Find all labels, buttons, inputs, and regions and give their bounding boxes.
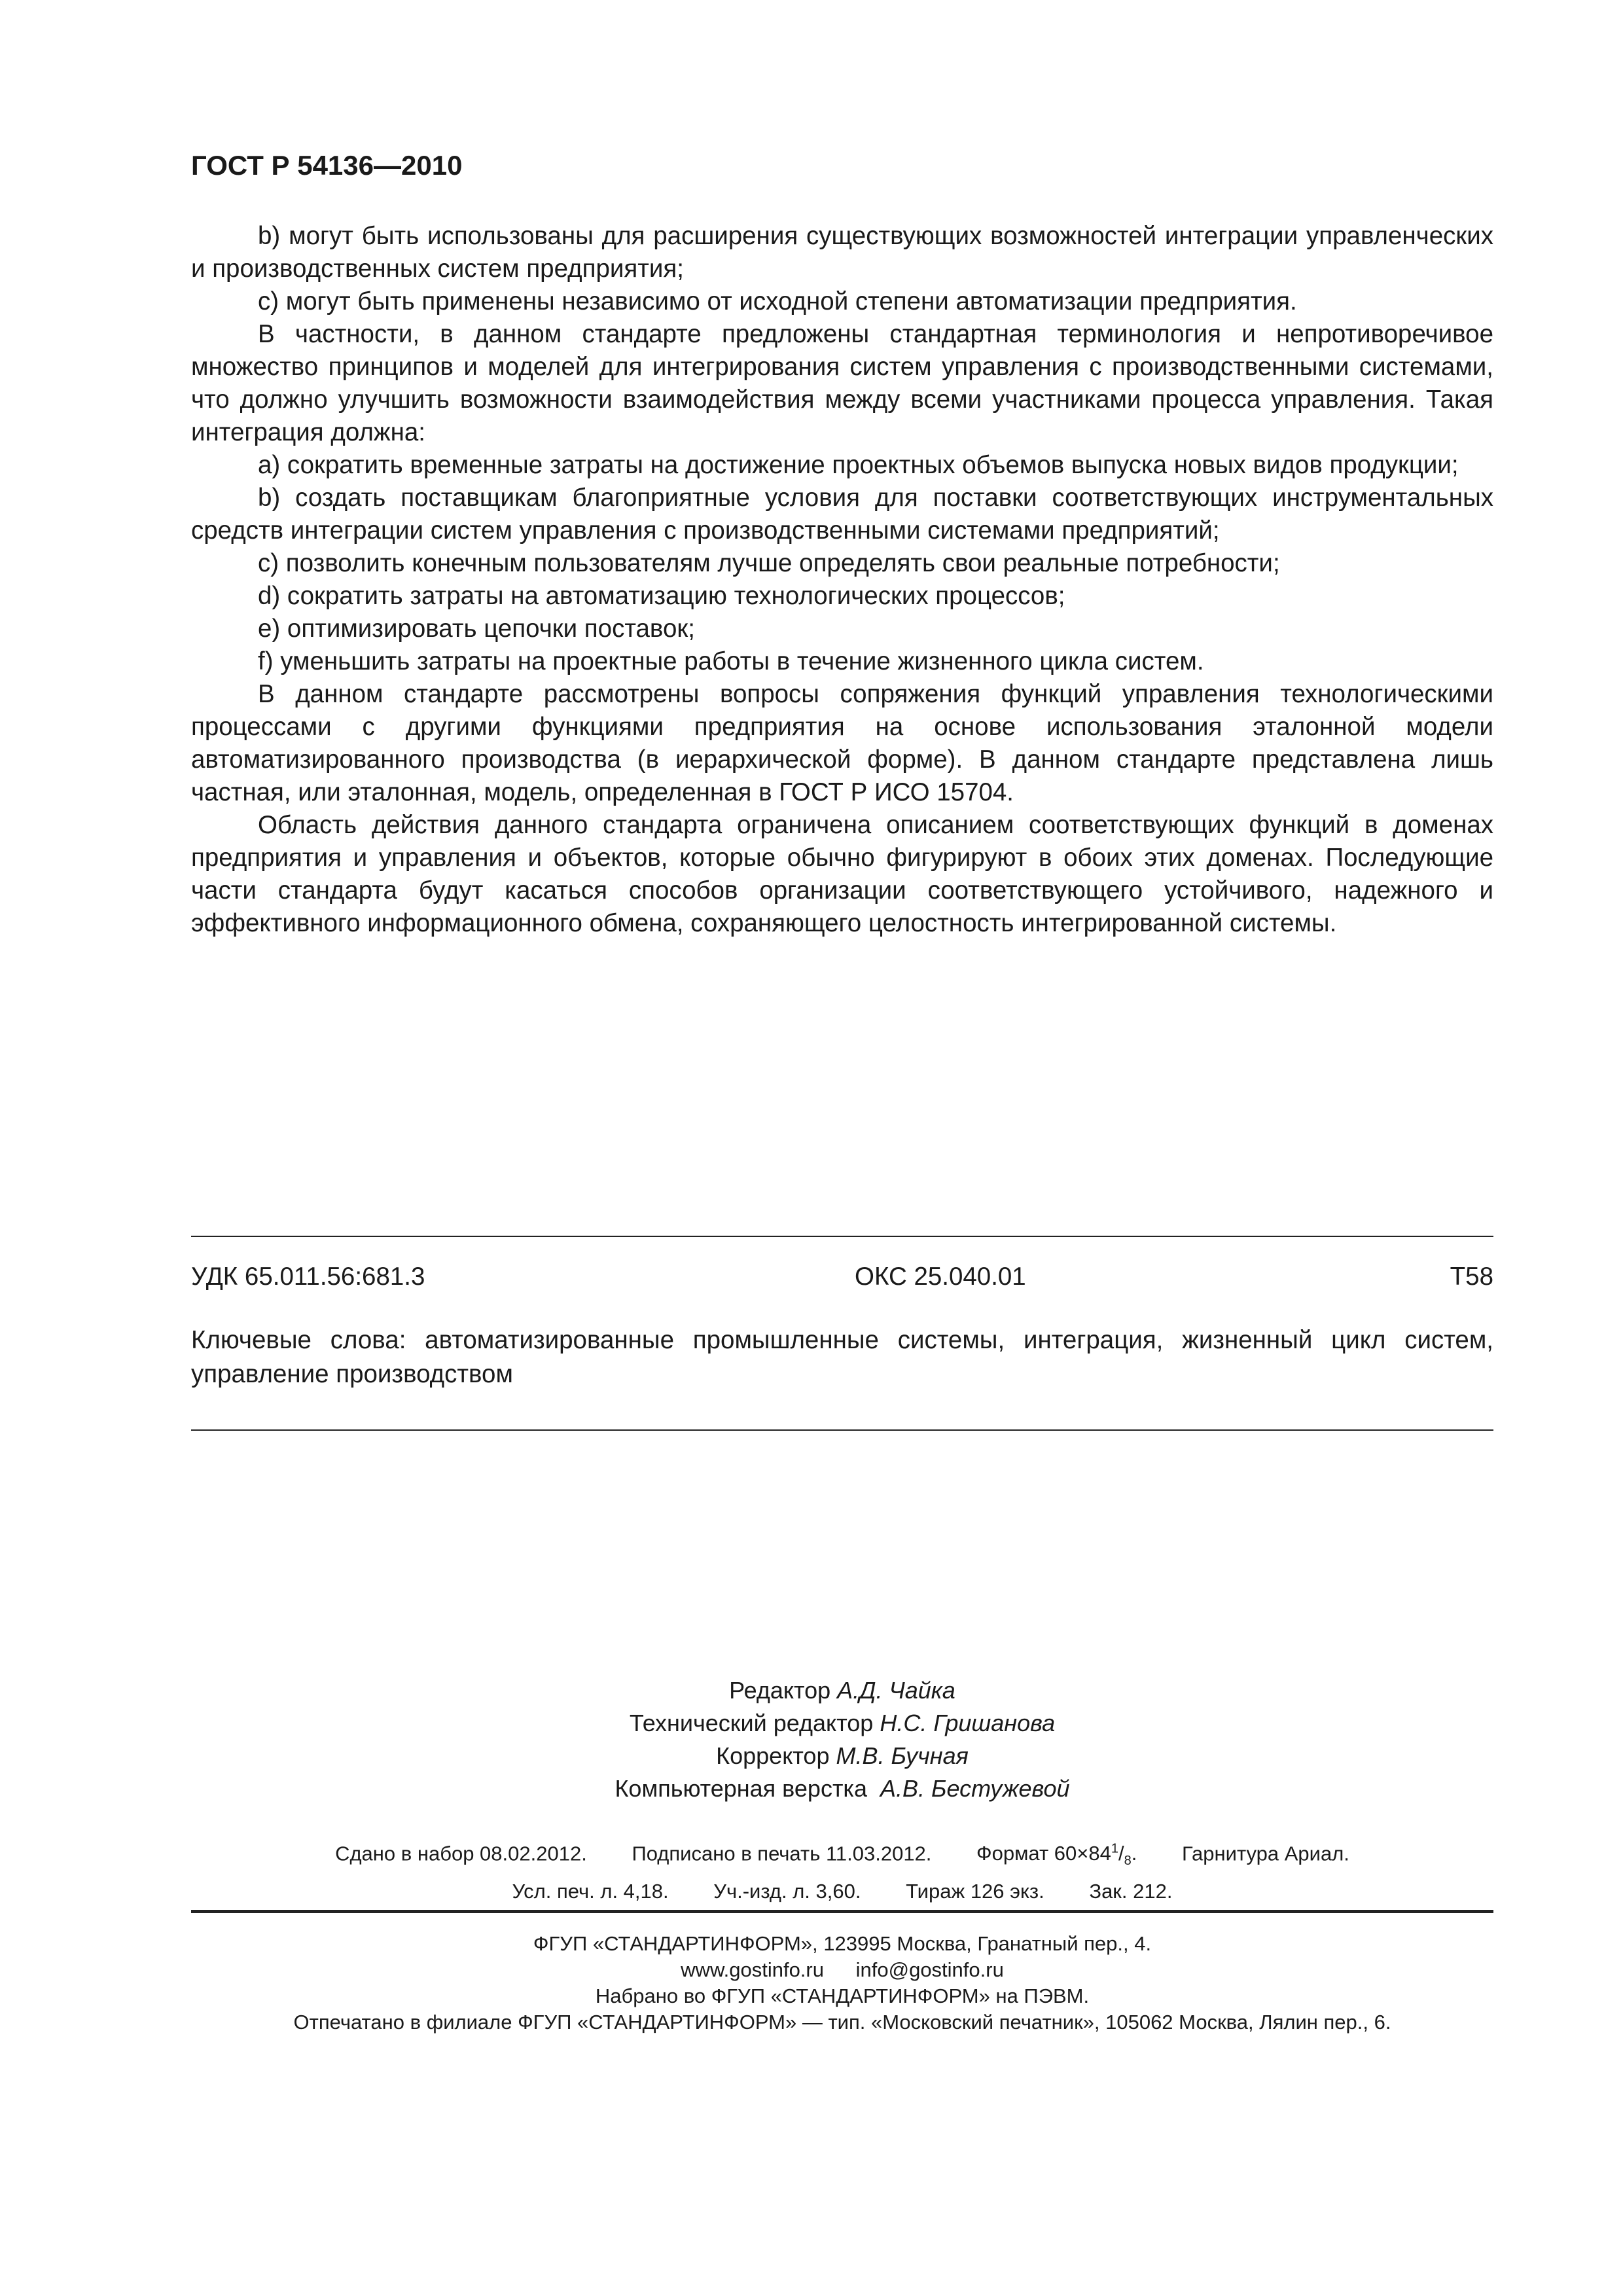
udk-code: УДК 65.011.56:681.3 [191,1263,425,1291]
email-link[interactable]: info@gostinfo.ru [855,1958,1004,1981]
paragraph: b) могут быть использованы для расширения существующих возможностей интеграции управленческих и производственных систем предприятия; [191,222,1493,283]
website-link[interactable]: www.gostinfo.ru [681,1958,824,1981]
publishing-sheets: Уч.-изд. л. 3,60. [713,1879,861,1903]
classification-top-rule [191,1236,1493,1237]
paragraph: b) создать поставщикам благоприятные условия для поставки соответствующих инструментальных средств интеграции систем управления с производственными системами предприятий; [191,484,1493,545]
format-numerator: 1 [1111,1842,1118,1856]
layout-name: А.В. Бестужевой [880,1775,1070,1802]
submitted-date: Сдано в набор 08.02.2012. [335,1842,587,1865]
imprint-block [0,1834,1623,1907]
tech-editor-name: Н.С. Гришанова [880,1710,1056,1736]
paragraph: f) уменьшить затраты на проектные работы в течение жизненного цикла систем. [258,647,1204,675]
publisher-block [0,1931,1623,2036]
paragraph: c) позволить конечным пользователям лучше определять свои реальные потребности; [258,549,1280,577]
standard-code-header: ГОСТ Р 54136—2010 [191,150,463,181]
format-prefix: Формат 60×84 [976,1842,1111,1865]
format-denominator: 8 [1124,1854,1132,1869]
imprint-row-1 [0,1834,1623,1876]
paragraph: В данном стандарте рассмотрены вопросы сопряжения функций управления технологическими процессами с другими функциями предприятия на основе использования эталонной модели автоматизированного производства (в иерархической форме). В данном стандарте представлена лишь частная, или эталонная, модель, определенная в ГОСТ Р ИСО 15704. [191,680,1493,806]
signed-date: Подписано в печать 11.03.2012. [632,1842,932,1865]
credit-proofreader [0,1740,1623,1772]
keywords: Ключевые слова: автоматизированные промышленные системы, интеграция, жизненный цикл систем, управление производством [191,1326,1493,1388]
classification-row [191,1259,1493,1295]
keywords-bottom-rule [191,1429,1493,1431]
group-code: Т58 [1450,1263,1493,1291]
editor-name: А.Д. Чайка [837,1677,955,1704]
tech-editor-role: Технический редактор [629,1710,874,1736]
order-number: Зак. 212. [1089,1879,1173,1903]
paragraph: c) могут быть применены независимо от исходной степени автоматизации предприятия. [258,287,1297,315]
proofreader-role: Корректор [716,1742,830,1769]
oks-code: ОКС 25.040.01 [855,1263,1026,1291]
publisher-contacts [0,1957,1623,1983]
paragraph: e) оптимизировать цепочки поставок; [258,615,695,643]
printed-note: Отпечатано в филиале ФГУП «СТАНДАРТИНФОРМ» — тип. «Московский печатник», 105062 Москва, Лялин пер., 6. [293,2011,1391,2034]
body-text [191,220,1493,940]
layout-role: Компьютерная верстка [615,1775,867,1802]
typeset-note: Набрано во ФГУП «СТАНДАРТИНФОРМ» на ПЭВМ. [595,1984,1090,2007]
paragraph: Область действия данного стандарта ограничена описанием соответствующих функций в доменах предприятия и управления и объектов, которые обычно фигурируют в обоих этих доменах. Последующие части стандарта будут касаться способов организации соответствующего устойчивого, надежного и эффективного информационного обмена, сохраняющего целостность интегрированной системы. [191,811,1493,937]
paragraph: d) сократить затраты на автоматизацию технологических процессов; [258,582,1065,610]
publisher-address: ФГУП «СТАНДАРТИНФОРМ», 123995 Москва, Гранатный пер., 4. [533,1932,1152,1955]
publisher-top-rule [191,1910,1493,1913]
credit-tech-editor [0,1707,1623,1740]
print-run: Тираж 126 экз. [906,1879,1044,1903]
credit-layout [0,1772,1623,1805]
credit-editor [0,1674,1623,1707]
paragraph: a) сократить временные затраты на достижение проектных объемов выпуска новых видов продукции; [258,451,1459,479]
paper-format [976,1842,1137,1869]
imprint-row-2 [0,1876,1623,1907]
print-sheets: Усл. печ. л. 4,18. [512,1879,669,1903]
editor-role: Редактор [729,1677,831,1704]
typeface: Гарнитура Ариал. [1181,1842,1349,1865]
proofreader-name: М.В. Бучная [836,1742,969,1769]
format-end: . [1131,1842,1137,1865]
format-slash: / [1118,1842,1124,1865]
credits-block [0,1674,1623,1805]
paragraph: В частности, в данном стандарте предложены стандартная терминология и непротиворечивое множество принципов и моделей для интегрирования систем управления с производственными системами, что должно улучшить возможности взаимодействия между всеми участниками процесса управления. Такая интеграция должна: [191,320,1493,446]
